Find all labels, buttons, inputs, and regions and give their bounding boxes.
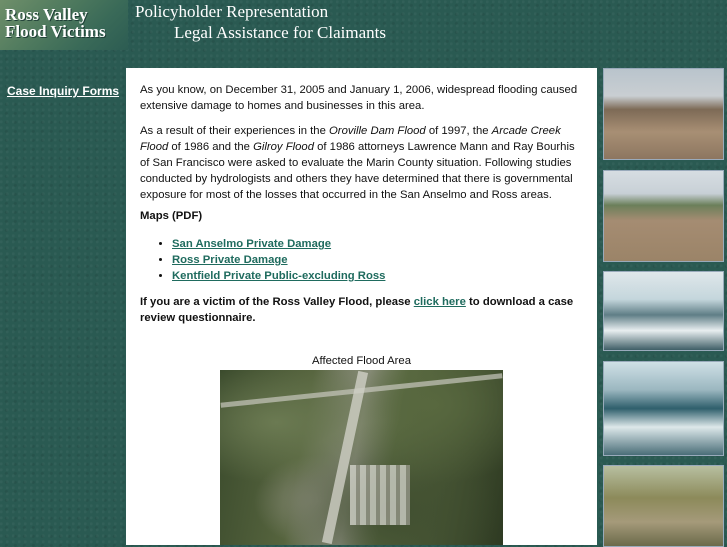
flood-photo-5 <box>603 465 724 547</box>
maps-heading: Maps (PDF) <box>140 210 203 222</box>
oroville-flood-text: Oroville Dam Flood <box>329 125 426 137</box>
ross-map-link[interactable]: Ross Private Damage <box>172 254 288 266</box>
main-content <box>126 68 597 545</box>
flood-photo-2 <box>603 170 724 262</box>
logo-line1: Ross Valley <box>5 5 88 24</box>
arcade-creek-flood-text: Arcade Creek Flood <box>140 125 561 153</box>
tagline-legal: Legal Assistance for Claimants <box>174 23 386 42</box>
gilroy-flood-text: Gilroy Flood <box>253 141 314 153</box>
flood-photo-4 <box>603 361 724 456</box>
flood-photo-3 <box>603 271 724 351</box>
list-item <box>172 236 385 252</box>
click-here-link[interactable]: click here <box>413 296 466 308</box>
intro-paragraph: As you know, on December 31, 2005 and January 1, 2006, widespread flooding caused extensive damage to homes and businesses in this area. <box>140 84 578 112</box>
logo-line2: Flood Victims <box>5 22 106 41</box>
prompt-text: to download a case review questionnaire. <box>140 296 574 324</box>
san-anselmo-map-link[interactable]: San Anselmo Private Damage <box>172 238 332 250</box>
maps-list <box>140 236 385 284</box>
kentfield-map-link[interactable]: Kentfield Private Public-excluding Ross <box>172 270 386 282</box>
list-item <box>172 268 385 284</box>
prompt-text: If you are a victim of the Ross Valley Flood, please <box>140 296 414 308</box>
flood-photo-1 <box>603 68 724 160</box>
questionnaire-prompt <box>140 294 585 326</box>
para-text: of 1986 attorneys Lawrence Mann and Ray Bourhis of San Francisco were asked to evaluate the Marin County situation. Following studies conducted by hydrologists and others they have determined that there is governmental exposure for most of the losses that occurred in the San Anselmo and Ross areas. <box>140 141 575 201</box>
map-caption: Affected Flood Area <box>311 355 412 367</box>
list-item <box>172 252 385 268</box>
para-text: of 1997, the <box>425 125 492 137</box>
evaluation-paragraph <box>140 123 585 203</box>
buildings-shape <box>350 465 410 525</box>
aerial-flood-area-image <box>220 370 503 545</box>
case-inquiry-forms-link[interactable]: Case Inquiry Forms <box>7 84 120 98</box>
site-logo[interactable] <box>0 0 128 50</box>
tagline-policyholder: Policyholder Representation <box>135 2 329 21</box>
para-text: As a result of their experiences in the <box>140 125 330 137</box>
para-text: of 1986 and the <box>168 141 254 153</box>
